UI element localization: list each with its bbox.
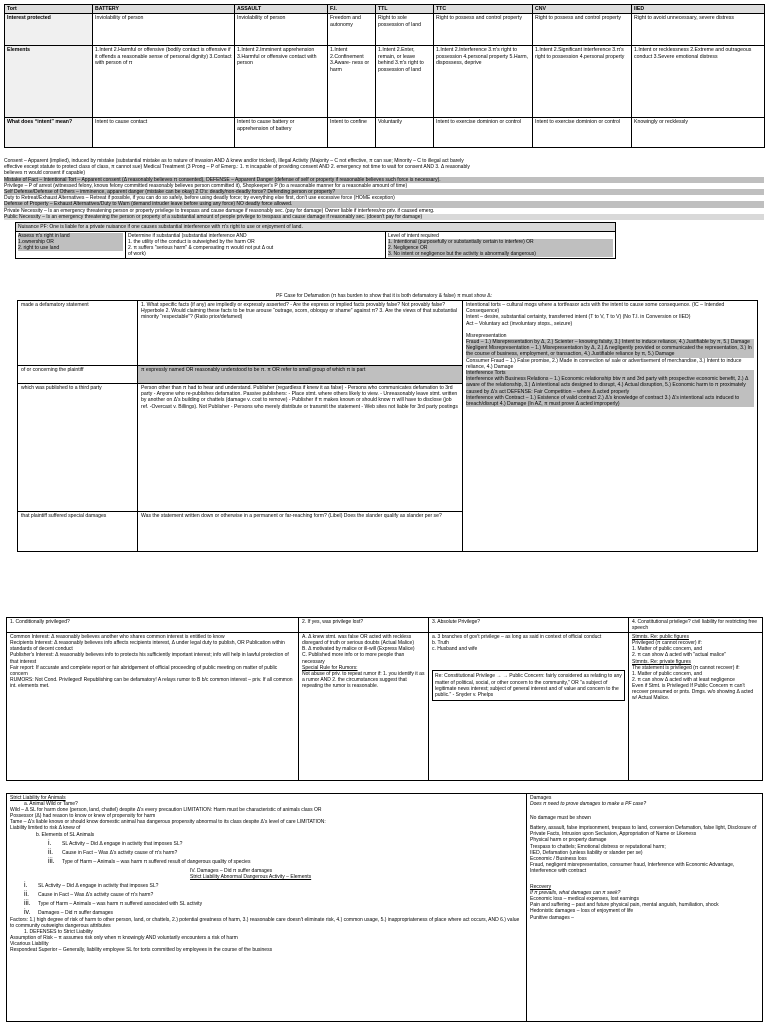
- nuisance-item: 2. Negligence OR: [388, 245, 613, 251]
- sl-roman-item: [10, 892, 523, 898]
- nuisance-item: 2. π suffers "serious harm" & compensating π would not put Δ out: [128, 245, 274, 251]
- nuisance-item: 3. No intent or negligence but the activity is abnormally dangerous): [388, 251, 613, 257]
- note-heading: Misrepresentation: [466, 332, 507, 339]
- row-label: Interest protected: [5, 14, 93, 46]
- damages-line: Trespass to chattels; Emotional distress or reputational harm;: [530, 843, 666, 850]
- privilege-line: 1. Matter of public concern, and: [632, 646, 703, 653]
- defense-line: Mistake of Fact – Intentional Tort – Apparent consent (Δ reasonably believes π consented), DEFENSE – Apparent Danger (defense of self or property if reasonable believes such force is necessary).: [4, 177, 764, 183]
- note-line: Intent – desire, substantial certainty, transferred intent (T to V, T to V) (No T.I. in Conversion or IIED): [466, 314, 691, 321]
- table-cell: Intent to confine: [328, 118, 376, 148]
- nuisance-item: 1.ownership OR: [18, 239, 123, 245]
- privilege-line: C. Published more info or to more people than necessary: [302, 652, 405, 665]
- defamation-content: Was the statement written down or otherwise in a permanent or far-reaching form? (Libel) Does the slander qualify as slander per se?: [138, 512, 463, 552]
- roman-text: Damages – Did π suffer damages: [38, 910, 114, 917]
- sl-line: Vicarious Liability: [10, 940, 49, 947]
- privilege-line: b. Truth: [432, 640, 449, 647]
- nuisance-table: [15, 222, 616, 259]
- note-line: Act – Voluntary act (involuntary stops., seizure): [466, 320, 573, 327]
- defense-line: Duty to Retreat/Exhaust Alternatives – Retreat if possible, if you can do so safely, before using deadly force; try everything else first, don't use excessive force (HOME exception): [4, 195, 395, 202]
- recovery-line: Hedonistic damages – loss of enjoyment of life: [530, 908, 634, 915]
- table-cell: 1.Intent 2.Confinement 3.Aware- ness or harm: [328, 46, 376, 118]
- privilege-header: 2. If yes, was privilege lost?: [299, 618, 429, 633]
- damages-line: Physical harm or property damage: [530, 837, 607, 844]
- roman-text: SL Activity – Did Δ engage in activity that imposes SL?: [62, 840, 183, 847]
- note-line: Interference with Business Relations – 1.) Economic relationship btw π and 3rd party with prospective economic benefit, 2.) Δ aware of the relationship, 3.) Δ intentional acts designed to disrupt, 4.) Actual disruption, 5.) Economic harm to π proximately caused by Δ's act DEFENSE: Fair Competition – where Δ acted properly: [466, 376, 754, 395]
- note-line: Fraud – 1.) Misrepresentation by Δ, 2.) Scienter – knowing falsity, 3.) Intent to induce reliance, 4.) Justifiable by π, 5.) Damage: [466, 339, 754, 345]
- table-cell: Inviolability of person: [235, 14, 328, 46]
- privilege-line: Common Interest: Δ reasonably believes another who shares common interest is entitled to know: [10, 634, 225, 641]
- defamation-label: which was published to a third party: [18, 384, 138, 512]
- row-label: Elements: [5, 46, 93, 118]
- note-heading: Interference Torts: [466, 370, 754, 376]
- absolute-privilege-column: [429, 633, 629, 781]
- privilege-header: 1. Conditionally privileged?: [7, 618, 299, 633]
- privilege-line: Not abuse of priv. to repeat rumor if: 1. you identify it as a rumor AND 2. the circumstances suggest that repeating the rumor is reasonable.: [302, 670, 425, 689]
- damages-title: Damages: [530, 795, 552, 801]
- page-two: [0, 605, 768, 1024]
- privilege-header: 3. Absolute Privilege?: [429, 618, 629, 633]
- conditional-privilege-column: [7, 633, 299, 781]
- defense-line: effective except statute to protect class of class, π cannot sue) Medical Treatment (3 Prong – P of Emerg.: 1. π incapable of providing consent AND 2. emergency not time to wait for consent AND 3. Δ reasonably: [4, 164, 470, 171]
- recovery-title: Recovery: [530, 884, 552, 891]
- sl-line: Possessor (Δ) had reason to know or knew of propensity for harm: [10, 813, 156, 820]
- table-cell: Intent to cause contact: [93, 118, 235, 148]
- nuisance-col-title: Determine if substantial (substantial interference AND: [128, 233, 247, 239]
- sl-subheading: Strict Liability Abnormal Dangerous Activity – Elements: [190, 874, 312, 881]
- table-cell: Right to possess and control property: [434, 14, 533, 46]
- defamation-content: 1. What specific facts (if any) are impliedly or expressly asserted? - Are the express or implied facts provably false? Not provably false? Hyperbole 2. Would claiming these facts to be true arouse “outrage, scorn, obloquy or shame” against π? 3. Are the views of that substantial minority “respectable”? (Ratio prior/defamed): [138, 301, 463, 366]
- roman-numeral: iv.: [24, 909, 31, 917]
- privilege-table: [6, 617, 763, 781]
- nuisance-heading: Nuisance PF: One is liable for a private nuisance if one causes substantial interference with π's right to use or enjoyment of land.: [16, 223, 616, 232]
- table-cell: 1.Intent 2.Significant interference 3.π's right to possession 4.personal property: [533, 46, 632, 118]
- defamation-content: π expressly named OR reasonably understood to be π. π OR refer to small group of which π is part: [138, 366, 463, 384]
- privilege-line: 2. π can show Δ acted with at least negligence: [632, 676, 735, 683]
- nuisance-item: 2. right to use land: [18, 245, 123, 251]
- table-cell: Right to sole possession of land: [376, 14, 434, 46]
- note-line: Interference with Contract – 1.) Existence of valid contract 2.) Δ's knowledge of contract 3.) Δ's intentional acts induced to breach/disrupt 4.) Damage (In AZ, π must prove Δ acted improperly): [466, 395, 754, 407]
- tort-row-interest: [5, 14, 765, 46]
- sl-line: IV. Damages – Did π suffer damages: [190, 867, 273, 874]
- header-cell: TTL: [376, 5, 434, 14]
- privilege-line: Publisher's Interest: Δ reasonably believes info to protects his sufficiently important interest; info will help in lawful protection of that interest: [10, 652, 289, 665]
- roman-numeral: ii.: [48, 848, 54, 856]
- page-gap: [0, 555, 768, 605]
- defenses-block: [4, 158, 764, 220]
- sl-line: Liability limited to risk Δ knew of: [10, 825, 81, 832]
- nuisance-item: 1. Intentional (purposefully or substantially certain to interfere) OR: [388, 239, 613, 245]
- roman-text: Cause in Fact – Was Δ's activity cause of π's harm?: [62, 849, 178, 856]
- defense-line: Private Necessity – Is an emergency threatening person or property privilege to trespass and cause damage if reasonably sec. (pay for damage) Owner liable if interferes/no priv. if caused emerg.: [4, 207, 435, 214]
- constitutional-privilege-column: [629, 633, 763, 781]
- defamation-caption: PF Case for Defamation (π has burden to show that it is both defamatory & false) π must show Δ:: [276, 293, 492, 299]
- table-cell: Inviolability of person: [93, 14, 235, 46]
- sl-line: a. Animal Wild or Tame?: [24, 801, 78, 808]
- sl-roman-item: [10, 883, 523, 889]
- sl-heading: Strict Liability for Animals: [10, 795, 66, 801]
- damages-line: IIED, Defamation (unless liability or slander per se): [530, 849, 643, 856]
- header-cell: ASSAULT: [235, 5, 328, 14]
- table-cell: 1.Intent or recklessness 2.Extreme and outrageous conduct 3.Severe emotional distress: [632, 46, 765, 118]
- privilege-line: B. Δ motivated by malice or ill-will (Express Malice): [302, 646, 415, 653]
- defamation-label: that plaintiff suffered special damages: [18, 512, 138, 552]
- roman-text: Type of Harm – Animals – was harm π suffered associated with SL activity: [38, 901, 203, 908]
- header-cell: TTC: [434, 5, 533, 14]
- sl-roman-item: [10, 850, 523, 856]
- privilege-lost-column: [299, 633, 429, 781]
- damages-line: Fraud, negligent misrepresentation, consumer fraud, Interference with Economic Advantage, Interference with contract: [530, 861, 735, 874]
- nuisance-item: 1. the utility of the conduct is outweighed by the harm OR: [128, 239, 255, 245]
- privilege-line: Special Rule for Rumors:: [302, 664, 358, 671]
- table-cell: Intent to exercise dominion or control: [533, 118, 632, 148]
- tort-row-elements: [5, 46, 765, 118]
- defense-line: Privilege – P of arrest (witnessed felony, knows felony committed reasonably believes person committed it), Shopkeeper's P (to a reasonable manner for a reasonable amount of time): [4, 182, 408, 189]
- table-cell: 1.Intent 2.Harmful or offensive (bodily contact is offensive if it offends a reasonable sense of personal dignity) 3.Contact with person of π: [93, 46, 235, 118]
- privilege-line: Recipients Interest: Δ reasonably believes info affects recipients interest, Δ under legal duty to publish, OR Publication within standards of decent conduct: [10, 640, 285, 653]
- constitutional-note-box: Re: Constitutional Privilege → → Public Concern: fairly considered as relating to any matter of political, social, or other concern to the community," OR "a subject of legitimate news interest; subject of general interest and of value and concern to the public." - Snyder v. Phelps: [432, 670, 625, 700]
- table-cell: Intent to cause battery or apprehension of battery: [235, 118, 328, 148]
- tort-elements-table: [4, 4, 765, 148]
- privilege-line: 1. Matter of public concern, and: [632, 670, 703, 677]
- privilege-header: 4. Constitutional privilege? civil liability for restricting free speech: [629, 618, 763, 633]
- defamation-label: of or concerning the plaintiff: [18, 366, 138, 384]
- defamation-content: Person other than π had to hear and understand. Publisher (regardless if knew it as false) - Persons who communicates defamation to 3rd party - Anyone who re-publishes defamation. Passive publishers: - Place stmt. where others likely to view. - Unreasonably leave stmt. written by another on Δ's building or chattels (damage v. cost to remove) - Publisher if π makes known or should know π will have to disclose (job ref. -Overcast v. Billings). Not Publisher - Persons who merely distribute or transmit the statement - Web sites not liable for 3rd party postings: [138, 384, 463, 512]
- sl-factors: Factors: 1.) high degree of risk of harm to other person, land, or chattels, 2.) potential greatness of harm, 3.) reasonable care doesn't eliminate risk, 4.) common usage, 5.) inappropriateness of place where act occurs, AND 6.) value to community outweighs dangerous attributes: [10, 916, 520, 929]
- intentional-torts-column: [463, 301, 758, 552]
- strict-liability-column: [7, 794, 527, 1022]
- table-cell: Knowingly or recklessly: [632, 118, 765, 148]
- privilege-line: Stmnts. Re: private figures: [632, 658, 691, 665]
- damages-subheading: No damage must be shown: [530, 815, 591, 822]
- tort-row-intent: [5, 118, 765, 148]
- roman-numeral: i.: [48, 839, 52, 847]
- nuisance-col-title: Level of intent required: [388, 233, 439, 239]
- privilege-line: c. Husband and wife: [432, 646, 478, 653]
- table-cell: 1.Intent 2.Interference 3.π's right to possession 4.personal property 5.Harm, dispossess, deprive: [434, 46, 533, 118]
- sl-line: Tame – Δ's liable knows or should know domestic animal has dangerous propensity abnormal to its class despite Δ's level of care LIMITATION:: [10, 819, 326, 826]
- privilege-line: Fair report: If accurate and complete report or fair abridgement of official proceeding of public meeting on matter of public concern: [10, 664, 278, 677]
- damages-line: Battery, assault, false imprisonment, trespass to land, conversion Defamation, false light, Disclosure of Private Facts, Intrusion upon Seclusion, Appropriation of Name or Likeness: [530, 825, 757, 838]
- defamation-table: [17, 300, 758, 552]
- privilege-line: Privileged (π cannot recover) if:: [632, 640, 702, 647]
- privilege-line: Even if Stmt. is Privileged If Public Concern π can't recover presumed or pnts. Dmgs. w/o showing Δ acted w/ Actual Malice.: [632, 682, 754, 702]
- sl-line: 1. DEFENSES to Strict Liability: [24, 928, 93, 935]
- nuisance-item: of work): [128, 251, 146, 257]
- table-cell: Intent to exercise dominion or control: [434, 118, 533, 148]
- privilege-line: The statement is privileged (π cannot recover) if:: [632, 664, 740, 671]
- row-label: What does “intent” mean?: [5, 118, 93, 148]
- note-line: Intentional torts – cultural mogs where a tortfeasor acts with the intent to cause some consequence. (IC – Intended Consequence): [466, 302, 725, 315]
- header-cell: CNV: [533, 5, 632, 14]
- damages-question: Does π need to prove damages to make a PF case?: [530, 801, 647, 808]
- privilege-line: Stmnts. Re: public figures: [632, 634, 689, 641]
- defense-line: Public Necessity – Is an emergency threatening the person or property of a substantial amount of people privilege to trespass and cause damage if reasonably sec. (doesn't pay for damage): [4, 214, 764, 220]
- defense-line: believes π would consent if capable): [4, 170, 85, 177]
- defense-line: Consent – Apparent (implied), induced by mistake (substantial mistake as to nature of invasion AND Δ knew and/or tricked), Illegal Activity (Majority – C not effective, π can sue; Minority – C to illegal act barely: [4, 158, 464, 164]
- sl-roman-item: [10, 859, 523, 865]
- sl-roman-item: [10, 841, 523, 847]
- nuisance-col-1: [16, 232, 126, 259]
- strict-liability-table: [6, 793, 763, 1022]
- recovery-line: Pain and suffering – past and future physical pain, mental anguish, humiliation, shock: [530, 902, 719, 909]
- header-cell: IIED: [632, 5, 765, 14]
- defense-line: Defense of Property – Exhaust Alternatives/Duty to Warn (demand intruder leave before using any force) NO deadly force allowed.: [4, 201, 764, 207]
- nuisance-col-3: [386, 232, 616, 259]
- header-cell: F.I.: [328, 5, 376, 14]
- damages-line: Economic / Business loss: [530, 855, 587, 862]
- privilege-line: A. Δ knew stmt. was false OR acted with reckless disregard of truth or serious doubts (Actual Malice): [302, 634, 414, 647]
- sl-roman-item: [10, 901, 523, 907]
- sl-line: Assumption of Risk – π assumes risk only when π knowingly AND voluntarily encounters a risk of harm: [10, 934, 238, 941]
- privilege-line: 2. π can show Δ acted with "actual malice": [632, 652, 726, 659]
- privilege-line: RUMORS: Not Cond. Privileged! Republishing can be defamatory! A relays rumor to B b/c common interest – priv. If all common int. elements met.: [10, 676, 293, 689]
- roman-numeral: ii.: [24, 891, 30, 899]
- recovery-line: Punitive damages –: [530, 914, 574, 921]
- recovery-question: If π prevails, what damages can π seek?: [530, 890, 621, 897]
- note-line: Negligent Misrepresentation – 1.) Misrepresentation by Δ, 2.) Δ negligently provided or communicated the representation, 3.) In the course of business, employment, or transaction, 4.) Justifiable reliance by π, 5.) Damage: [466, 345, 754, 357]
- roman-numeral: i.: [24, 882, 28, 890]
- defamation-label: made a defamatory statement: [18, 301, 138, 366]
- sl-line: b. Elements of SL Animals: [36, 831, 95, 838]
- table-cell: Voluntarily: [376, 118, 434, 148]
- table-cell: 1.Intent 2.Enter, remain, or leave behind 3.π's right to possession of land: [376, 46, 434, 118]
- nuisance-col-2: [126, 232, 386, 259]
- sl-line: Respondeat Superior – Generally, liability employee SL for torts committed by employees in the course of the business: [10, 946, 273, 953]
- nuisance-col-title: Assess π's right in land: [18, 233, 123, 239]
- recovery-line: Economic loss – medical expenses, lost earnings: [530, 896, 639, 903]
- defense-line: Self Defense/Defense of Others – imminence, apparent danger (mistake can be okay) 2 O's: deadly/non-deadly force? Defending person or property?: [4, 189, 764, 195]
- tort-header-row: [5, 5, 765, 14]
- table-cell: Right to avoid unnecessary, severe distress: [632, 14, 765, 46]
- privilege-line: a. 3 branches of gov't privilege – as long as said in context of official conduct: [432, 634, 602, 641]
- note-line: Consumer Fraud – 1.) False promise, 2.) Made in connection w/ sale or advertisement of merchandise, 3.) Intent to induce reliance, 4.) Damage: [466, 357, 742, 370]
- table-cell: Freedom and autonomy: [328, 14, 376, 46]
- table-cell: Right to possess and control property: [533, 14, 632, 46]
- roman-text: Cause in Fact – Was Δ's activity cause of π's harm?: [38, 892, 154, 899]
- roman-text: Type of Harm – Animals – was harm π suffered result of dangerous quality of species: [62, 858, 251, 865]
- header-cell: Tort: [5, 5, 93, 14]
- roman-text: SL Activity – Did Δ engage in activity that imposes SL?: [38, 883, 159, 890]
- damages-column: [527, 794, 763, 1022]
- roman-numeral: iii.: [48, 857, 55, 865]
- table-cell: 1.Intent 2.Imminent apprehension 3.Harmful or offensive contact with person: [235, 46, 328, 118]
- roman-numeral: iii.: [24, 900, 31, 908]
- sl-line: Wild – Δ SL for harm done (person, land, chattel) despite Δ's every precaution LIMITATION: Harm must be characteristic of animals class OR: [10, 807, 322, 814]
- header-cell: BATTERY: [93, 5, 235, 14]
